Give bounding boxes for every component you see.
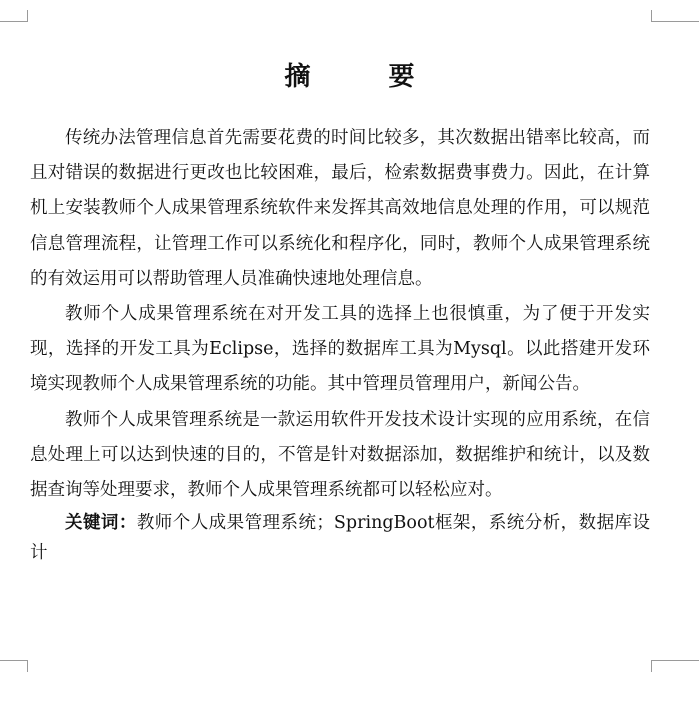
abstract-paragraph-2: 教师个人成果管理系统在对开发工具的选择上也很慎重，为了便于开发实现，选择的开发工具为Eclipse，选择的数据库工具为Mysql。以此搭建开发环境实现教师个人成果管理系统的功能。其中管理员管理用户，新闻公告。 — [30, 304, 650, 395]
crop-mark-bottom-right — [671, 660, 699, 672]
crop-mark-bottom-left — [0, 660, 28, 672]
abstract-paragraph-3: 教师个人成果管理系统是一款运用软件开发技术设计实现的应用系统，在信息处理上可以达到快速的目的，不管是针对数据添加，数据维护和统计，以及数据查询等处理要求，教师个人成果管理系统都可以轻松应对。 — [30, 409, 650, 501]
abstract-paragraph-1: 传统办法管理信息首先需要花费的时间比较多，其次数据出错率比较高，而且对错误的数据进行更改也比较困难，最后，检索数据费事费力。因此，在计算机上安装教师个人成果管理系统软件来发挥其高效地信息处理的作用，可以规范信息管理流程，让管理工作可以系统化和程序化，同时，教师个人成果管理系统的有效运用可以帮助管理人员准确快速地处理信息。 — [30, 128, 650, 289]
abstract-body — [30, 121, 650, 568]
crop-mark-top-right — [671, 10, 699, 22]
keywords-label: 关键词： — [65, 513, 137, 534]
crop-mark-top-left — [0, 10, 28, 22]
keywords-line — [30, 508, 650, 568]
abstract-title: 摘 要 — [284, 62, 441, 92]
keywords-text: 教师个人成果管理系统；SpringBoot框架，系统分析，数据库设计 — [30, 513, 651, 564]
